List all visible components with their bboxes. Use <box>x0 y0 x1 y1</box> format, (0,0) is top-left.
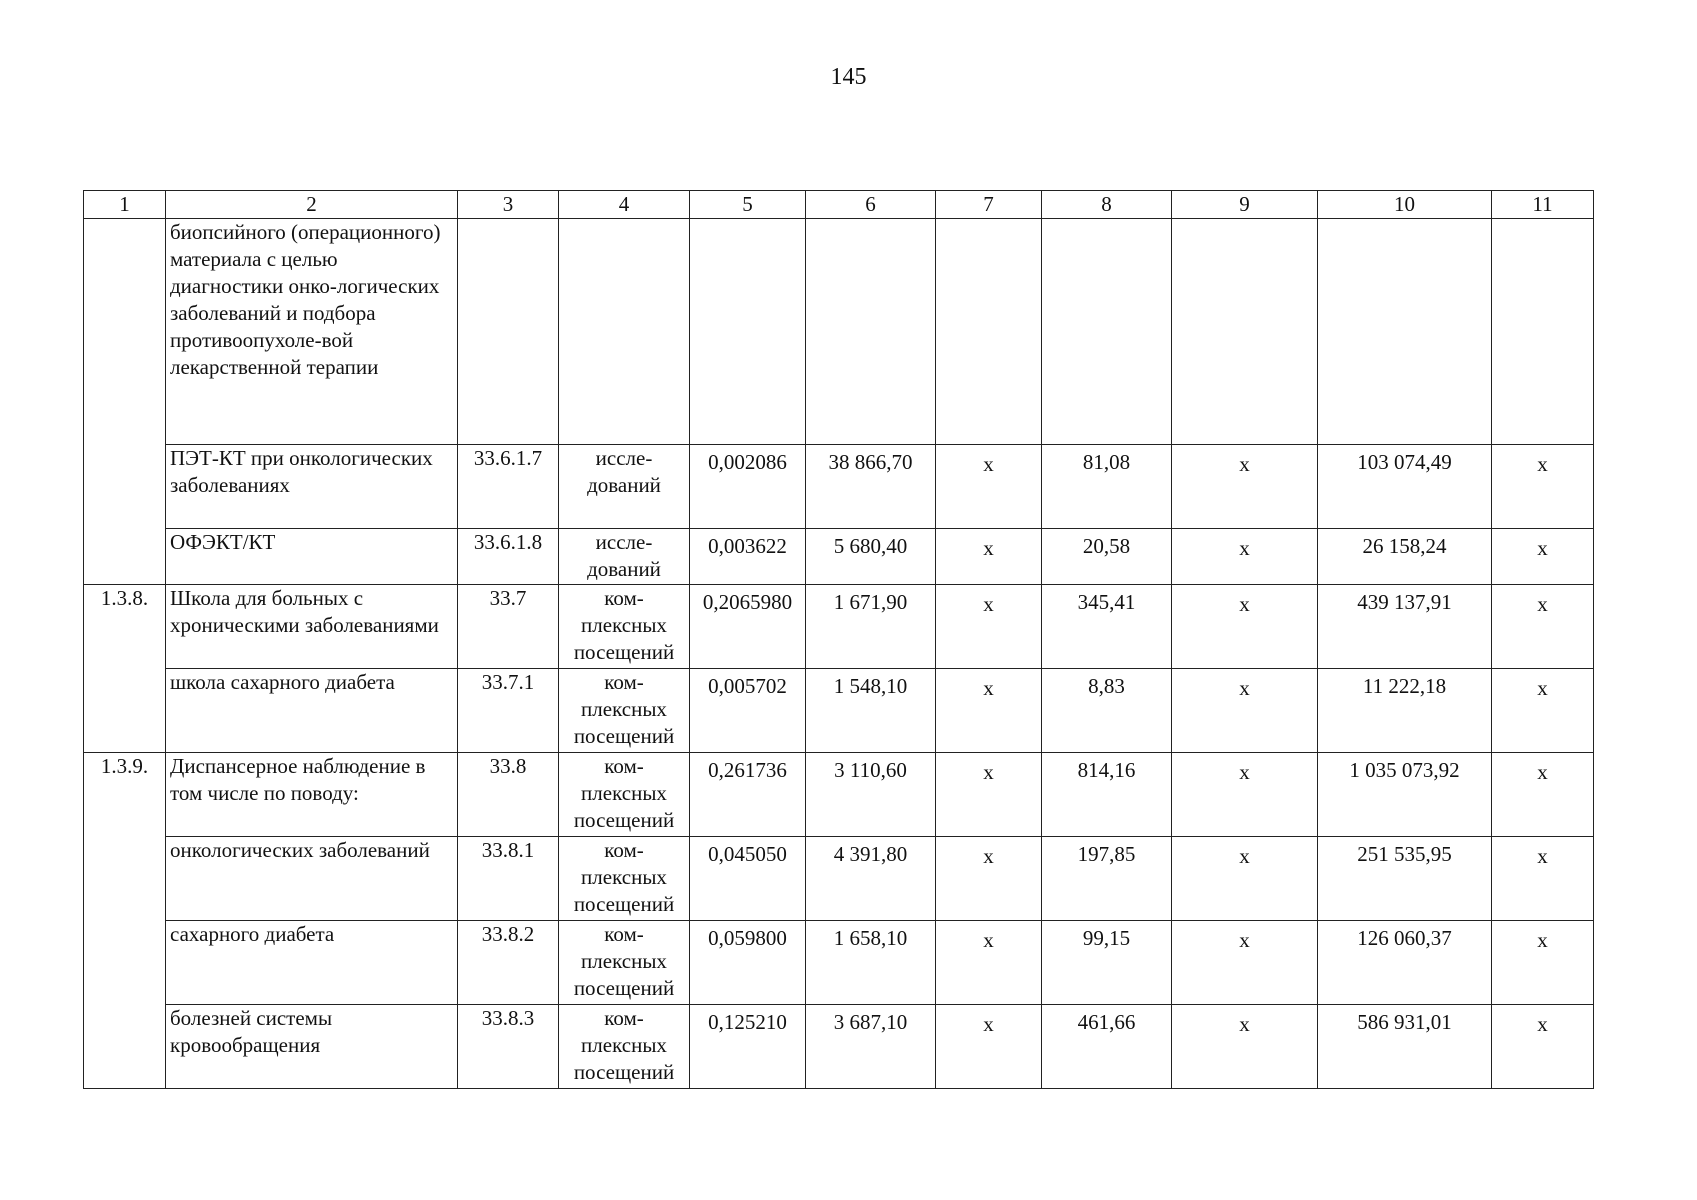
value-cell: х <box>936 837 1042 921</box>
value-cell: 1 658,10 <box>806 921 936 1005</box>
unit-cell: ком-плексных посещений <box>559 585 690 669</box>
value-cell: 345,41 <box>1042 585 1172 669</box>
value-cell <box>1172 219 1318 445</box>
unit-cell: ком-плексных посещений <box>559 837 690 921</box>
code-cell: 33.7.1 <box>458 669 559 753</box>
value-cell: 0,003622 <box>690 529 806 585</box>
value-cell: х <box>1172 529 1318 585</box>
column-header: 10 <box>1318 191 1492 219</box>
code-cell: 33.8.1 <box>458 837 559 921</box>
value-cell: 197,85 <box>1042 837 1172 921</box>
value-cell: х <box>936 753 1042 837</box>
value-cell <box>1042 219 1172 445</box>
column-header: 4 <box>559 191 690 219</box>
table-row <box>84 529 1594 585</box>
code-cell: 33.8 <box>458 753 559 837</box>
value-cell: 38 866,70 <box>806 445 936 529</box>
row-number-cell: 1.3.9. <box>84 753 166 1089</box>
value-cell <box>1492 219 1594 445</box>
value-cell: х <box>1492 1005 1594 1089</box>
table-row <box>84 837 1594 921</box>
code-cell: 33.8.2 <box>458 921 559 1005</box>
unit-cell <box>559 219 690 445</box>
item-name-cell: сахарного диабета <box>166 921 458 1005</box>
unit-cell: ком-плексных посещений <box>559 921 690 1005</box>
value-cell: 11 222,18 <box>1318 669 1492 753</box>
value-cell: 0,002086 <box>690 445 806 529</box>
table-row <box>84 669 1594 753</box>
value-cell: х <box>1492 529 1594 585</box>
item-name-cell: болезней системы кровообращения <box>166 1005 458 1089</box>
page-number: 145 <box>830 64 867 90</box>
value-cell <box>936 219 1042 445</box>
column-header: 9 <box>1172 191 1318 219</box>
value-cell: 103 074,49 <box>1318 445 1492 529</box>
column-header: 11 <box>1492 191 1594 219</box>
value-cell: 26 158,24 <box>1318 529 1492 585</box>
column-header: 3 <box>458 191 559 219</box>
value-cell: х <box>1492 921 1594 1005</box>
value-cell: 126 060,37 <box>1318 921 1492 1005</box>
value-cell: х <box>936 1005 1042 1089</box>
row-number-cell <box>84 219 166 585</box>
item-name-cell: ПЭТ-КТ при онкологических заболеваниях <box>166 445 458 529</box>
value-cell: 3 110,60 <box>806 753 936 837</box>
value-cell: х <box>1172 585 1318 669</box>
value-cell: х <box>936 529 1042 585</box>
value-cell: 20,58 <box>1042 529 1172 585</box>
value-cell: х <box>1172 753 1318 837</box>
table-row <box>84 1005 1594 1089</box>
value-cell: 439 137,91 <box>1318 585 1492 669</box>
unit-cell: ком-плексных посещений <box>559 669 690 753</box>
value-cell: х <box>1172 1005 1318 1089</box>
value-cell: 0,261736 <box>690 753 806 837</box>
code-cell: 33.8.3 <box>458 1005 559 1089</box>
value-cell: 81,08 <box>1042 445 1172 529</box>
unit-cell: ком-плексных посещений <box>559 753 690 837</box>
value-cell: 1 671,90 <box>806 585 936 669</box>
value-cell: 8,83 <box>1042 669 1172 753</box>
value-cell: х <box>1172 921 1318 1005</box>
column-header: 2 <box>166 191 458 219</box>
value-cell: 4 391,80 <box>806 837 936 921</box>
code-cell: 33.6.1.8 <box>458 529 559 585</box>
item-name-cell: Школа для больных с хроническими заболеваниями <box>166 585 458 669</box>
table-row <box>84 219 1594 445</box>
value-cell: х <box>936 921 1042 1005</box>
item-name-cell: школа сахарного диабета <box>166 669 458 753</box>
value-cell: 586 931,01 <box>1318 1005 1492 1089</box>
value-cell: х <box>1492 585 1594 669</box>
value-cell: 461,66 <box>1042 1005 1172 1089</box>
column-header: 8 <box>1042 191 1172 219</box>
code-cell: 33.6.1.7 <box>458 445 559 529</box>
code-cell <box>458 219 559 445</box>
value-cell: 1 035 073,92 <box>1318 753 1492 837</box>
table-row <box>84 753 1594 837</box>
table-row <box>84 921 1594 1005</box>
code-cell: 33.7 <box>458 585 559 669</box>
row-number-cell: 1.3.8. <box>84 585 166 753</box>
item-name-cell: биопсийного (операционного) материала с целью диагностики онко-логических заболеваний и подбора противоопухоле-вой лекарственной терапии <box>166 219 458 445</box>
tariff-table <box>83 190 1594 1089</box>
value-cell: 3 687,10 <box>806 1005 936 1089</box>
table-row <box>84 445 1594 529</box>
item-name-cell: онкологических заболеваний <box>166 837 458 921</box>
value-cell: х <box>1172 445 1318 529</box>
value-cell: х <box>1172 669 1318 753</box>
value-cell: х <box>936 669 1042 753</box>
item-name-cell: Диспансерное наблюдение в том числе по поводу: <box>166 753 458 837</box>
value-cell: 814,16 <box>1042 753 1172 837</box>
column-header: 7 <box>936 191 1042 219</box>
header-row <box>84 191 1594 219</box>
value-cell: х <box>1172 837 1318 921</box>
value-cell <box>1318 219 1492 445</box>
unit-cell: иссле-дований <box>559 445 690 529</box>
value-cell: х <box>1492 837 1594 921</box>
value-cell: х <box>1492 753 1594 837</box>
item-name-cell: ОФЭКТ/КТ <box>166 529 458 585</box>
value-cell: х <box>936 445 1042 529</box>
value-cell <box>690 219 806 445</box>
table-row <box>84 585 1594 669</box>
value-cell: х <box>936 585 1042 669</box>
value-cell: 99,15 <box>1042 921 1172 1005</box>
value-cell: х <box>1492 669 1594 753</box>
value-cell: 0,059800 <box>690 921 806 1005</box>
value-cell: 0,125210 <box>690 1005 806 1089</box>
value-cell: х <box>1492 445 1594 529</box>
unit-cell: ком-плексных посещений <box>559 1005 690 1089</box>
value-cell <box>806 219 936 445</box>
value-cell: 0,045050 <box>690 837 806 921</box>
value-cell: 0,005702 <box>690 669 806 753</box>
column-header: 6 <box>806 191 936 219</box>
value-cell: 0,2065980 <box>690 585 806 669</box>
value-cell: 5 680,40 <box>806 529 936 585</box>
column-header: 1 <box>84 191 166 219</box>
value-cell: 251 535,95 <box>1318 837 1492 921</box>
unit-cell: иссле-дований <box>559 529 690 585</box>
value-cell: 1 548,10 <box>806 669 936 753</box>
column-header: 5 <box>690 191 806 219</box>
